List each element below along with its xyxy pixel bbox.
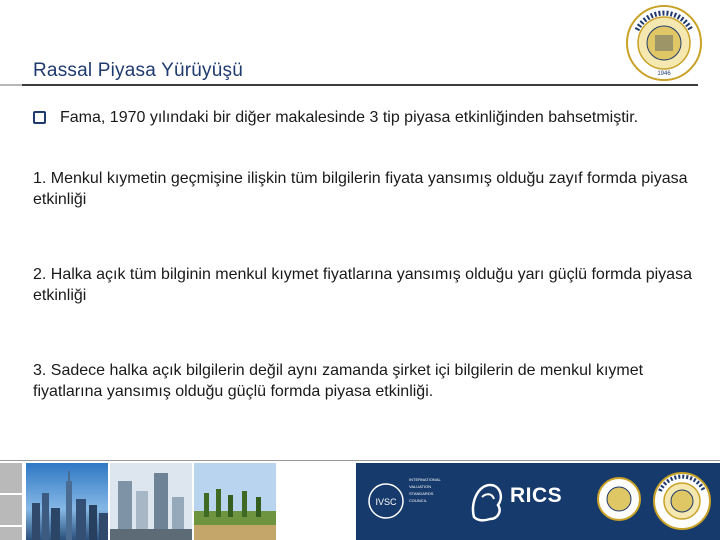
landscape-trees-photo [194, 463, 276, 540]
ivsc-logo [366, 477, 406, 527]
ivsc-full-name: INTERNATIONAL VALUATION STANDARDS COUNCIL [409, 477, 441, 503]
slide-title: Rassal Piyasa Yürüyüşü [33, 60, 243, 81]
towers-photo [110, 463, 192, 540]
partner-logos-bar [356, 463, 720, 540]
paragraph-weak-form: 1. Menkul kıymetin geçmişine ilişkin tüm bilgilerin fiyata yansımış olduğu zayıf formda piyasa etkinliği [33, 170, 688, 208]
checkbox-bullet-icon [33, 111, 46, 124]
seal-year: 1946 [657, 71, 671, 77]
bullet-text: Fama, 1970 yılındaki bir diğer makalesinde 3 tip piyasa etkinliğinden bahsetmiştir. [60, 109, 639, 126]
footer-gray-block [0, 527, 22, 540]
university-seal-logo [625, 4, 703, 82]
city-skyline-photo [26, 463, 108, 540]
paragraph-strong-form: 3. Sadece halka açık bilgilerin değil aynı zamanda şirket içi bilgilerin de menkul kıymet fiyatlarına yansımış olduğu güçlü formda piyasa etkinliği. [33, 362, 644, 400]
title-rule-accent [0, 84, 22, 86]
footer-gray-block [0, 463, 22, 493]
rics-lion-icon [468, 477, 506, 525]
university-seal-small-logo [652, 467, 712, 537]
title-rule [22, 84, 698, 86]
footer-gray-block [0, 495, 22, 525]
bullet-point [33, 107, 685, 128]
footer-rule [0, 460, 720, 461]
rics-logo-text: RICS [510, 484, 563, 507]
ivsc-short-text: IVSC [375, 497, 397, 507]
paragraph-semi-strong-form: 2. Halka açık tüm bilginin menkul kıymet fiyatlarına yansımış olduğu yarı güçlü formda piyasa etkinliği [33, 266, 692, 304]
small-seal-logo [596, 469, 642, 533]
